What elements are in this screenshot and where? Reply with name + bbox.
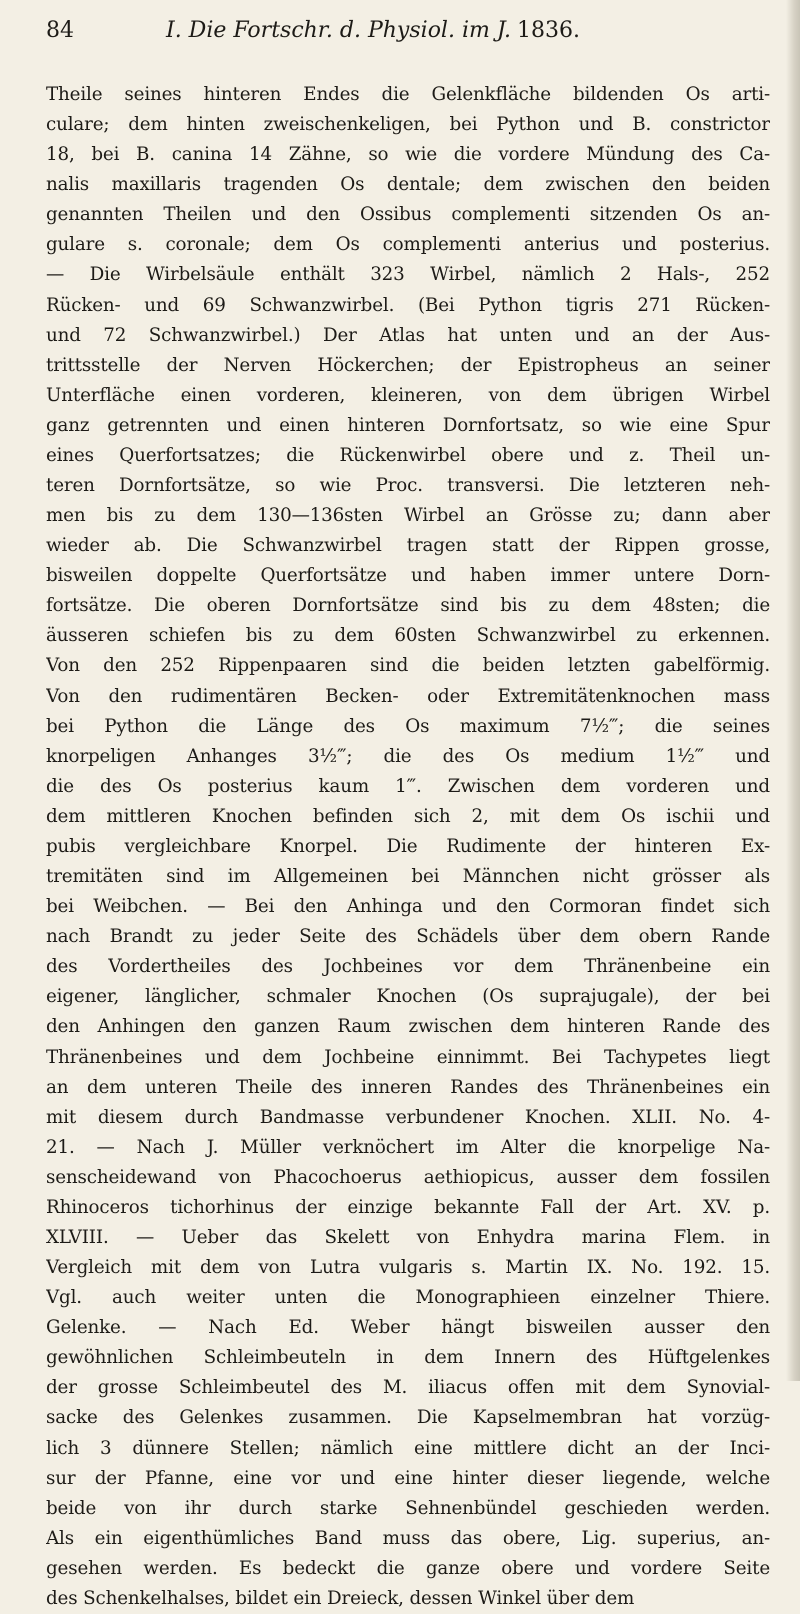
text-line: den Anhingen den ganzen Raum zwischen dem hinteren Rande des xyxy=(46,1016,770,1038)
text-line: knorpeligen Anhanges 3½‴; die des Os medium 1½‴ und xyxy=(46,745,770,767)
text-line: Thränenbeines und dem Jochbeine einnimmt. Bei Tachypetes liegt xyxy=(46,1046,770,1068)
text-line: sur der Pfanne, eine vor und eine hinter dieser liegende, welche xyxy=(46,1467,770,1489)
page-header xyxy=(46,18,770,56)
text-line: sacke des Gelenkes zusammen. Die Kapselmembran hat vorzüg- xyxy=(46,1407,770,1429)
text-line: ganz getrennten und einen hinteren Dornfortsatz, so wie eine Spur xyxy=(46,414,770,436)
text-line: wieder ab. Die Schwanzwirbel tragen statt der Rippen grosse, xyxy=(46,535,770,557)
text-line: beide von ihr durch starke Sehnenbündel geschieden werden. xyxy=(46,1497,770,1519)
text-line: Von den 252 Rippenpaaren sind die beiden letzten gabelförmig. xyxy=(46,655,770,677)
text-line: Unterfläche einen vorderen, kleineren, von dem übrigen Wirbel xyxy=(46,384,770,406)
text-line: Rücken- und 69 Schwanzwirbel. (Bei Python tigris 271 Rücken- xyxy=(46,294,770,316)
text-line: pubis vergleichbare Knorpel. Die Rudimente der hinteren Ex- xyxy=(46,835,770,857)
text-line: — Die Wirbelsäule enthält 323 Wirbel, nämlich 2 Hals-, 252 xyxy=(46,264,770,286)
text-line: XLVIII. — Ueber das Skelett von Enhydra marina Flem. in xyxy=(46,1226,770,1248)
text-line: der grosse Schleimbeutel des M. iliacus offen mit dem Synovial- xyxy=(46,1377,770,1399)
text-line: senscheidewand von Phacochoerus aethiopicus, ausser dem fossilen xyxy=(46,1166,770,1188)
text-line: eines Querfortsatzes; die Rückenwirbel obere und z. Theil un- xyxy=(46,444,770,466)
text-line: 21. — Nach J. Müller verknöchert im Alter die knorpelige Na- xyxy=(46,1136,770,1158)
text-line: fortsätze. Die oberen Dornfortsätze sind bis zu dem 48sten; die xyxy=(46,595,770,617)
text-line: culare; dem hinten zweischenkeligen, bei Python und B. constrictor xyxy=(46,114,770,136)
text-line: Rhinoceros tichorhinus der einzige bekannte Fall der Art. XV. p. xyxy=(46,1196,770,1218)
text-line: lich 3 dünnere Stellen; nämlich eine mittlere dicht an der Inci- xyxy=(46,1437,770,1459)
text-line: Vgl. auch weiter unten die Monographieen einzelner Thiere. xyxy=(46,1287,770,1309)
text-line: des Vordertheiles des Jochbeines vor dem Thränenbeine ein xyxy=(46,956,770,978)
text-line: nach Brandt zu jeder Seite des Schädels über dem obern Rande xyxy=(46,926,770,948)
page-edge-shadow xyxy=(786,0,800,1381)
text-line: äusseren schiefen bis zu dem 60sten Schwanzwirbel zu erkennen. xyxy=(46,625,770,647)
text-line: Theile seines hinteren Endes die Gelenkfläche bildenden Os arti- xyxy=(46,84,770,105)
text-line: mit diesem durch Bandmasse verbundener Knochen. XLII. No. 4- xyxy=(46,1106,770,1128)
text-line: gewöhnlichen Schleimbeuteln in dem Innern des Hüftgelenkes xyxy=(46,1347,770,1369)
text-line: bisweilen doppelte Querfortsätze und haben immer untere Dorn- xyxy=(46,565,770,587)
text-line: bei Weibchen. — Bei den Anhinga und den Cormoran findet sich xyxy=(46,896,770,918)
running-year: 1836. xyxy=(516,18,580,43)
text-line: trittsstelle der Nerven Höckerchen; der Epistropheus an seiner xyxy=(46,354,770,376)
text-line: gulare s. coronale; dem Os complementi anterius und posterius. xyxy=(46,234,770,256)
text-line: an dem unteren Theile des inneren Randes des Thränenbeines ein xyxy=(46,1076,770,1098)
book-page xyxy=(46,18,770,1614)
body-text xyxy=(46,80,770,1614)
text-line: eigener, länglicher, schmaler Knochen (Os suprajugale), der bei xyxy=(46,986,770,1008)
text-line: des Schenkelhalses, bildet ein Dreieck, dessen Winkel über dem xyxy=(46,1587,635,1609)
text-line: die des Os posterius kaum 1‴. Zwischen dem vorderen und xyxy=(46,775,770,797)
text-line: Von den rudimentären Becken- oder Extremitätenknochen mass xyxy=(46,685,770,707)
page-number: 84 xyxy=(46,18,74,43)
text-line: 18, bei B. canina 14 Zähne, so wie die vordere Mündung des Ca- xyxy=(46,144,770,166)
text-line: Vergleich mit dem von Lutra vulgaris s. Martin IX. No. 192. 15. xyxy=(46,1257,770,1279)
text-line: teren Dornfortsätze, so wie Proc. transversi. Die letzteren neh- xyxy=(46,475,770,497)
text-line: Gelenke. — Nach Ed. Weber hängt bisweilen ausser den xyxy=(46,1317,770,1339)
text-line: Als ein eigenthümliches Band muss das obere, Lig. superius, an- xyxy=(46,1527,770,1549)
text-line: tremitäten sind im Allgemeinen bei Männchen nicht grösser als xyxy=(46,866,770,888)
text-line: gesehen werden. Es bedeckt die ganze obere und vordere Seite xyxy=(46,1557,770,1579)
text-line: dem mittleren Knochen befinden sich 2, mit dem Os ischii und xyxy=(46,805,770,827)
text-line: nalis maxillaris tragenden Os dentale; dem zwischen den beiden xyxy=(46,174,770,196)
text-line: men bis zu dem 130—136sten Wirbel an Grösse zu; dann aber xyxy=(46,505,770,527)
text-line: bei Python die Länge des Os maximum 7½‴; die seines xyxy=(46,715,770,737)
running-title: I. Die Fortschr. d. Physiol. im J. xyxy=(166,18,511,43)
text-line: genannten Theilen und den Ossibus complementi sitzenden Os an- xyxy=(46,204,770,226)
text-line: und 72 Schwanzwirbel.) Der Atlas hat unten und an der Aus- xyxy=(46,324,770,346)
